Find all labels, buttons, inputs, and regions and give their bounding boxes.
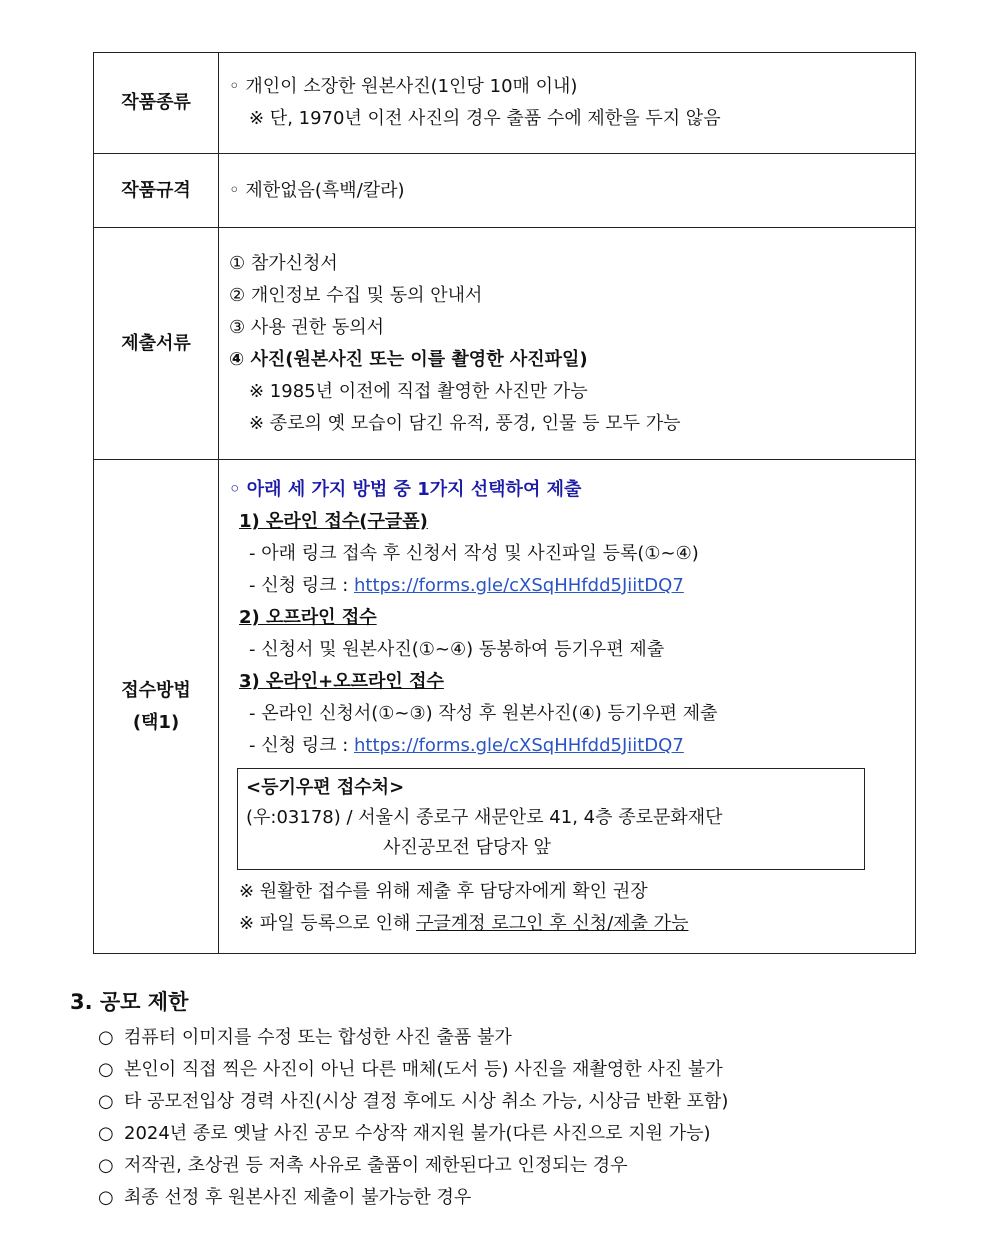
mail-address-box: [237, 768, 865, 870]
note-2-underlined: 구글계정 로그인 후 신청/제출 가능: [416, 912, 689, 934]
method-note-2: [229, 908, 915, 940]
list-item: [70, 1182, 930, 1214]
docs-item-1: ① 참가신청서: [229, 252, 338, 274]
row-content-spec: [219, 154, 916, 228]
row-label-method: [94, 460, 219, 954]
method-option-1-link-line: [229, 570, 915, 602]
row-content-type: [219, 53, 916, 154]
table-row-spec: [94, 154, 916, 228]
link-prefix: - 신청 링크 :: [249, 734, 354, 756]
list-item: [70, 1086, 930, 1118]
google-form-link[interactable]: https://forms.gle/cXSqHHfdd5JiitDQ7: [354, 734, 684, 756]
docs-note-2: ※ 종로의 옛 모습이 담긴 유적, 풍경, 인물 등 모두 가능: [249, 412, 681, 434]
list-item-text: 타 공모전입상 경력 사진(시상 결정 후에도 시상 취소 가능, 시상금 반환 포함): [124, 1091, 729, 1112]
row-content-method: [219, 460, 916, 954]
list-item-text: 2024년 종로 옛날 사진 공모 수상작 재지원 불가(다른 사진으로 지원 가능): [124, 1123, 711, 1144]
docs-note-1: ※ 1985년 이전에 직접 촬영한 사진만 가능: [249, 380, 588, 402]
circle-bullet-icon: ○: [98, 1091, 114, 1112]
method-option-2-title: [229, 602, 915, 634]
circle-bullet-icon: ○: [98, 1187, 114, 1208]
option-3-title-text: 3) 온라인+오프라인 접수: [239, 670, 444, 692]
list-item-text: 컴퓨터 이미지를 수정 또는 합성한 사진 출품 불가: [124, 1027, 512, 1048]
list-item-text: 최종 선정 후 원본사진 제출이 불가능한 경우: [124, 1187, 472, 1208]
address-box-title: <등기우편 접수처>: [246, 776, 405, 798]
method-label-main: 접수방법: [121, 679, 191, 701]
link-prefix: - 신청 링크 :: [249, 574, 354, 596]
method-option-3-title: [229, 666, 915, 698]
list-item: [70, 1022, 930, 1054]
table-row-method: [94, 460, 916, 954]
section-title: 3. 공모 제한: [70, 990, 189, 1014]
note-2-prefix: ※ 파일 등록으로 인해: [239, 912, 417, 934]
table-row-type: [94, 53, 916, 154]
method-option-3-desc: - 온라인 신청서(①~③) 작성 후 원본사진(④) 등기우편 제출: [249, 702, 718, 724]
circle-bullet-icon: ○: [98, 1059, 114, 1080]
method-option-2-desc: - 신청서 및 원본사진(①~④) 동봉하여 등기우편 제출: [249, 638, 665, 660]
row-content-docs: [219, 228, 916, 460]
docs-item-2: ② 개인정보 수집 및 동의 안내서: [229, 284, 483, 306]
row-label-spec: 작품규격: [94, 154, 219, 228]
section-restrictions: [70, 982, 930, 1214]
type-note: ※ 단, 1970년 이전 사진의 경우 출품 수에 제한을 두지 않음: [249, 108, 721, 129]
google-form-link[interactable]: https://forms.gle/cXSqHHfdd5JiitDQ7: [354, 574, 684, 596]
docs-item-3: ③ 사용 권한 동의서: [229, 316, 385, 338]
address-line-2: 사진공모전 담당자 앞: [383, 836, 551, 858]
method-option-1-title: [229, 506, 915, 538]
option-2-title-text: 2) 오프라인 접수: [239, 606, 377, 628]
list-item: [70, 1054, 930, 1086]
method-intro: ◦ 아래 세 가지 방법 중 1가지 선택하여 제출: [229, 478, 582, 500]
list-item-text: 저작권, 초상권 등 저촉 사유로 출품이 제한된다고 인정되는 경우: [124, 1155, 628, 1176]
row-label-docs: 제출서류: [94, 228, 219, 460]
circle-bullet-icon: ○: [98, 1155, 114, 1176]
method-option-3-link-line: [229, 730, 915, 762]
method-option-1-desc: - 아래 링크 접속 후 신청서 작성 및 사진파일 등록(①~④): [249, 542, 699, 564]
list-item: [70, 1118, 930, 1150]
list-item: [70, 1150, 930, 1182]
method-note-1: ※ 원활한 접수를 위해 제출 후 담당자에게 확인 권장: [239, 880, 648, 902]
list-item-text: 본인이 직접 찍은 사진이 아닌 다른 매체(도서 등) 사진을 재촬영한 사진 불가: [124, 1059, 723, 1080]
table-row-docs: [94, 228, 916, 460]
option-1-title-text: 1) 온라인 접수(구글폼): [239, 510, 428, 532]
docs-item-4: ④ 사진(원본사진 또는 이를 촬영한 사진파일): [229, 348, 588, 370]
circle-bullet-icon: ○: [98, 1027, 114, 1048]
contest-info-table: [93, 52, 916, 954]
type-line-1: ◦ 개인이 소장한 원본사진(1인당 10매 이내): [229, 76, 578, 97]
row-label-type: 작품종류: [94, 53, 219, 154]
spec-line-1: ◦ 제한없음(흑백/칼라): [229, 179, 405, 201]
method-label-sub: (택1): [132, 711, 180, 733]
circle-bullet-icon: ○: [98, 1123, 114, 1144]
address-line-1: (우:03178) / 서울시 종로구 새문안로 41, 4층 종로문화재단: [246, 806, 723, 828]
